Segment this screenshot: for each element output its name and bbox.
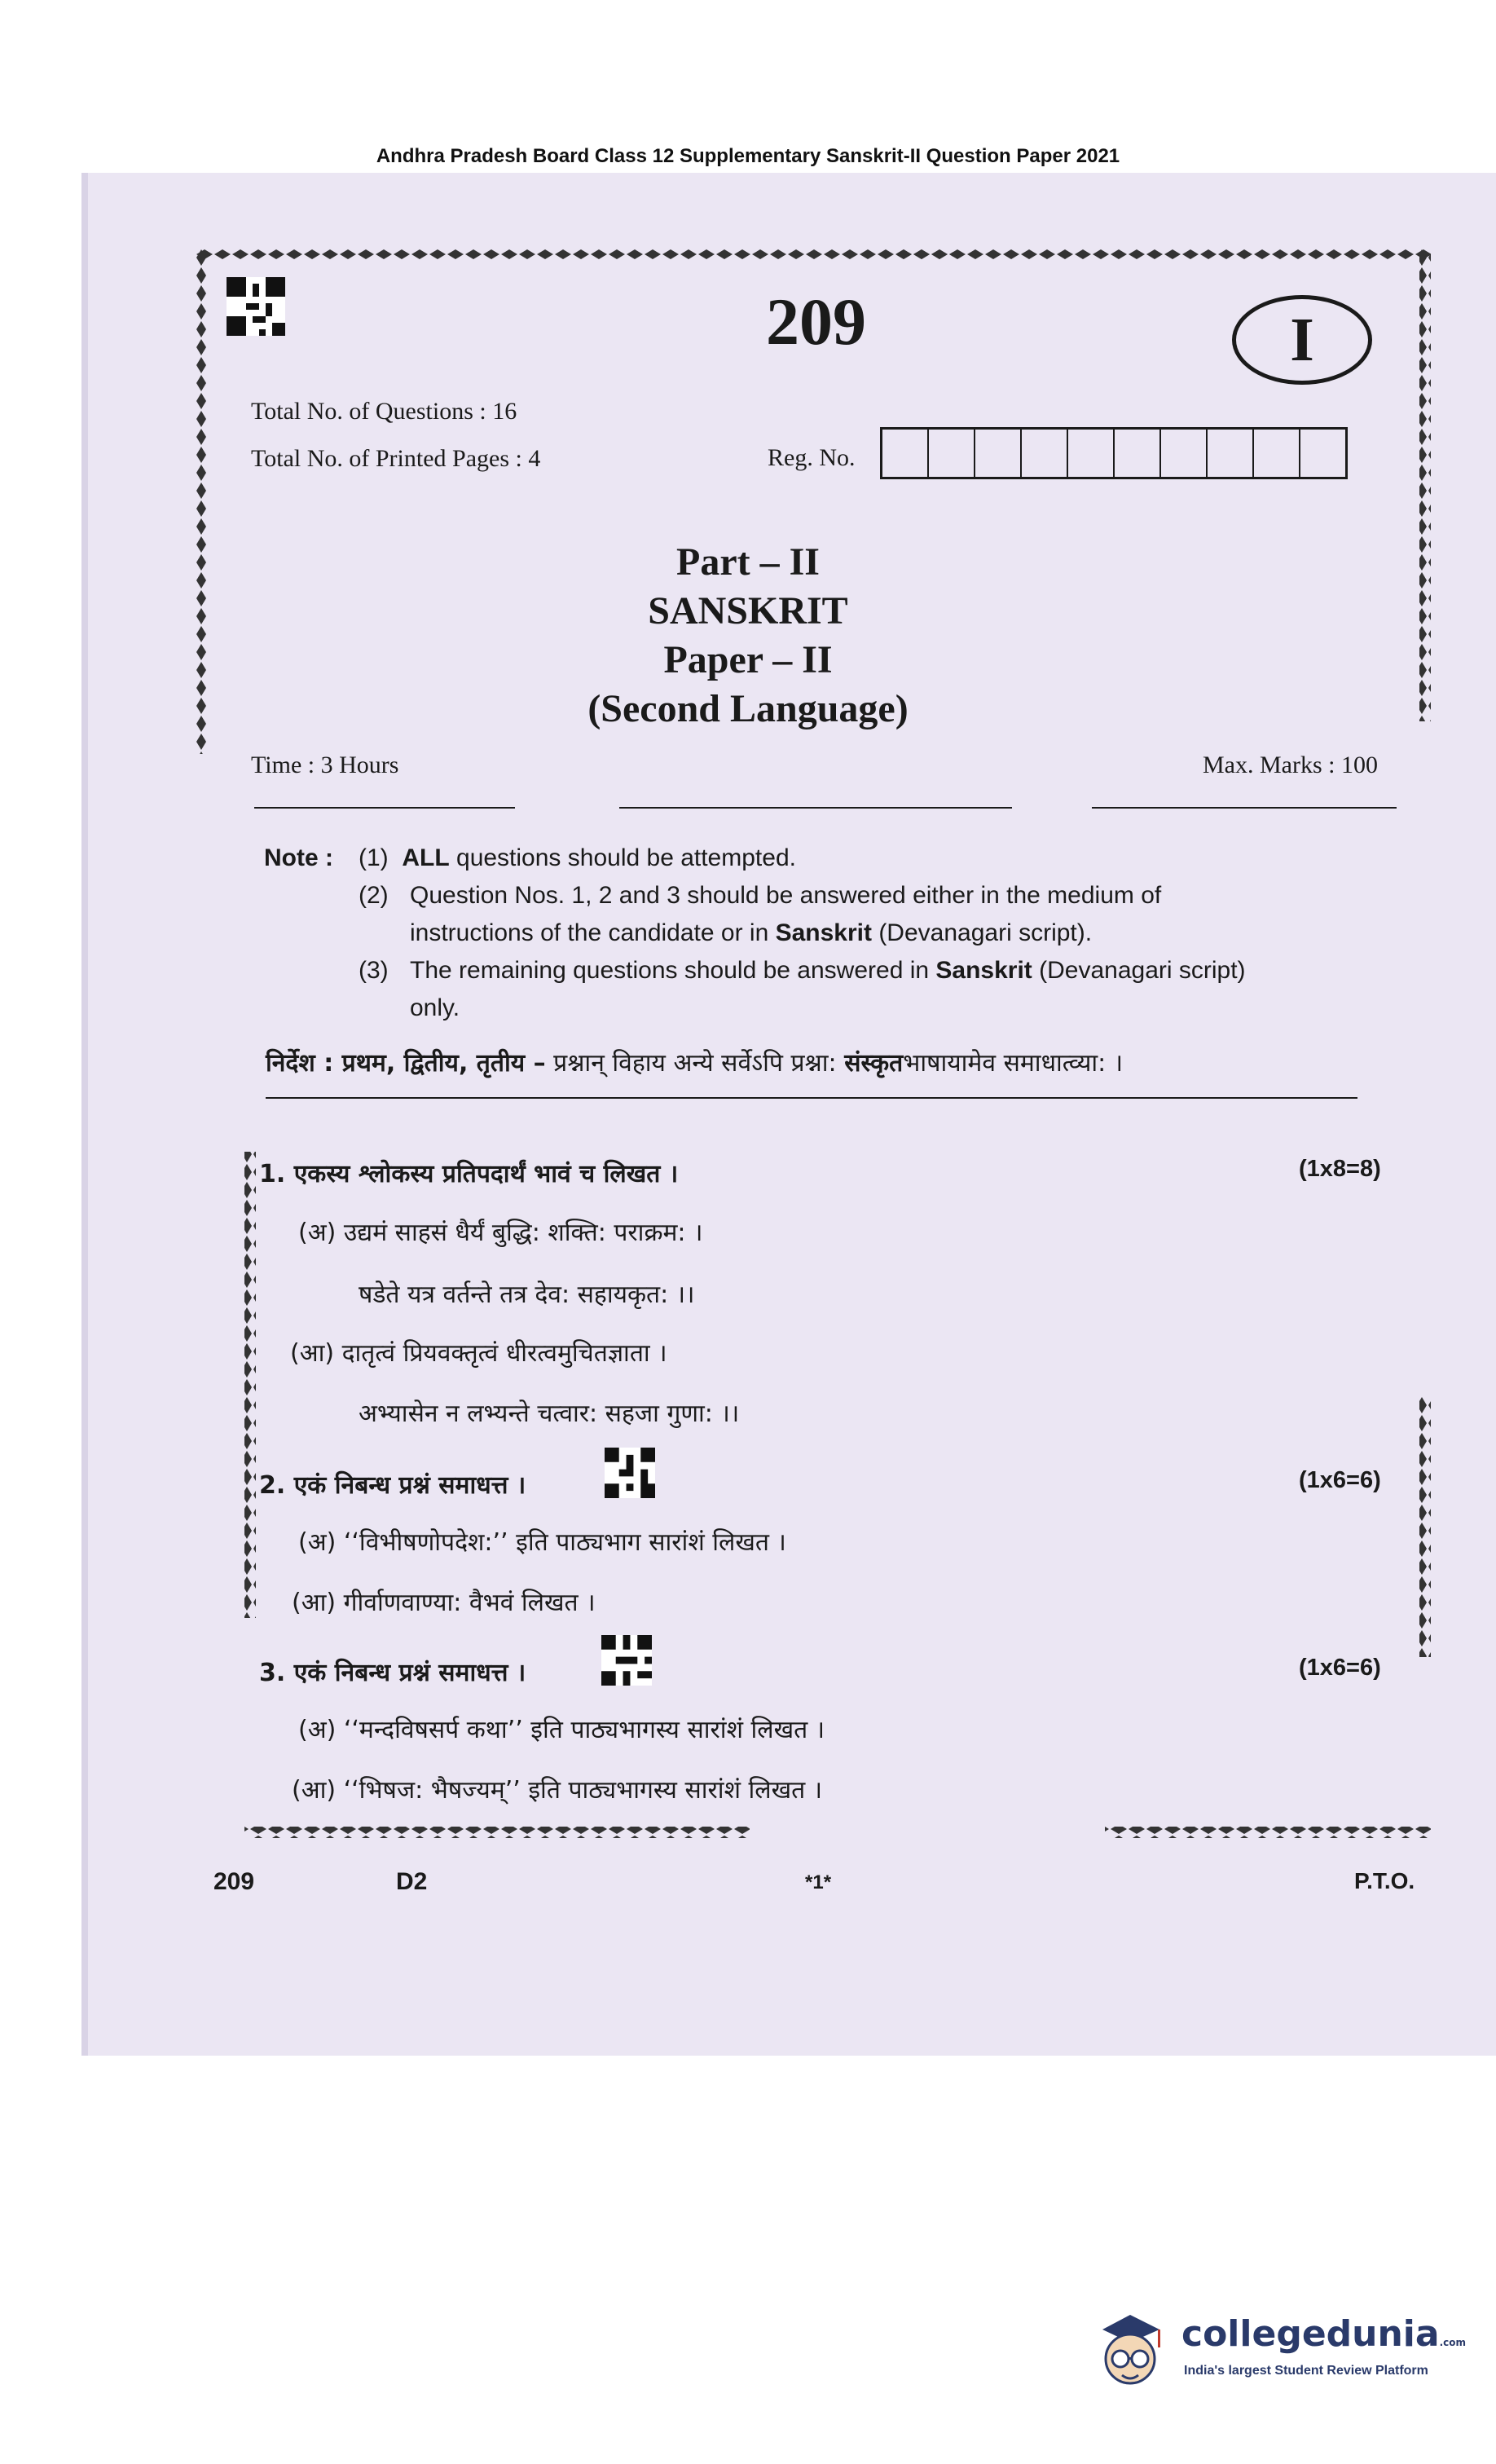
qr-code-icon: [227, 277, 285, 336]
footer-series: D2: [396, 1868, 428, 1895]
question-1-line: अभ्यासेन न लभ्यन्ते चत्वार: सहजा गुणा: ।।: [359, 1399, 740, 1428]
paper-code: 209: [766, 284, 866, 359]
reg-no-box: [1161, 430, 1208, 477]
footer-page-number: *1*: [805, 1871, 832, 1893]
note-item-1: (1) ALL questions should be attempted.: [359, 844, 796, 871]
divider: [254, 807, 515, 809]
brand-name: collegedunia: [1181, 2313, 1440, 2355]
question-3-line: (अ) ‘‘मन्दविषसर्प कथा’’ इति पाठ्यभागस्य सारांशं लिखत ।: [298, 1716, 825, 1744]
set-label: I: [1232, 295, 1372, 385]
question-3-title: 3. एकं निबन्ध प्रश्नं समाधत्त ।: [259, 1659, 526, 1687]
reg-no-box: [929, 430, 975, 477]
document-title: Andhra Pradesh Board Class 12 Supplementary Sanskrit-II Question Paper 2021: [376, 145, 1120, 167]
question-1-marks: (1x8=8): [1299, 1156, 1381, 1182]
reg-no-box: [882, 430, 929, 477]
reg-no-label: Reg. No.: [768, 444, 856, 471]
total-pages: Total No. of Printed Pages : 4: [251, 445, 541, 472]
divider: [1092, 807, 1397, 809]
reg-no-box: [1115, 430, 1161, 477]
question-2-title: 2. एकं निबन्ध प्रश्नं समाधत्त ।: [259, 1471, 526, 1500]
footer-paper-code: 209: [213, 1868, 255, 1895]
note-item-3: The remaining questions should be answered in Sanskrit (Devanagari script) only.: [410, 957, 1246, 1021]
nirdesh-instruction: निर्देश : प्रथम, द्वितीय, तृतीय – प्रश्नान् विहाय अन्ये सर्वेऽपि प्रश्ना: संस्कृतभाषायामेव समाधात्व्या: ।: [266, 1049, 1124, 1078]
total-questions: Total No. of Questions : 16: [251, 398, 517, 425]
time-duration: Time : 3 Hours: [251, 752, 399, 778]
mascot-icon: [1088, 2305, 1173, 2395]
reg-no-box: [1300, 430, 1345, 477]
divider: [266, 1097, 1357, 1099]
question-1-line: षडेते यत्र वर्तन्ते तत्र देव: सहायकृत: ।।: [359, 1280, 695, 1309]
scan-edge: [81, 173, 88, 2056]
question-3-line: (आ) ‘‘भिषज: भैषज्यम्’’ इति पाठ्यभागस्य सारांशं लिखत ।: [292, 1776, 823, 1805]
brand-domain: .com: [1439, 2337, 1466, 2348]
question-1-title: 1. एकस्य श्लोकस्य प्रतिपदार्थं भावं च लिखत ।: [259, 1160, 679, 1188]
reg-no-box: [1208, 430, 1254, 477]
note-item-2: Question Nos. 1, 2 and 3 should be answered either in the medium of instructions of the candidate or in Sanskrit (Devanagari script).: [410, 882, 1162, 946]
divider: [619, 807, 1012, 809]
note-label: Note :: [264, 844, 333, 871]
footer-pto: P.T.O.: [1354, 1868, 1415, 1893]
question-3-marks: (1x6=6): [1299, 1655, 1381, 1681]
language-heading: (Second Language): [587, 687, 909, 730]
question-1-line: (अ) उद्यमं साहसं धैर्यं बुद्धि: शक्ति: पराक्रम: ।: [298, 1219, 703, 1247]
max-marks: Max. Marks : 100: [1203, 752, 1378, 778]
reg-no-box: [1068, 430, 1115, 477]
note-item-3-num: (3): [359, 957, 389, 984]
reg-no-box: [1022, 430, 1068, 477]
question-2-line: (अ) ‘‘विभीषणोपदेश:’’ इति पाठ्यभाग सारांशं लिखत ।: [298, 1528, 786, 1557]
paper-heading: Paper – II: [663, 638, 833, 681]
qr-code-icon: [601, 1635, 652, 1686]
collegedunia-logo: [1088, 2305, 1466, 2395]
reg-no-boxes: [880, 427, 1348, 479]
qr-code-icon: [605, 1448, 655, 1498]
question-2-marks: (1x6=6): [1299, 1467, 1381, 1493]
brand-tagline: India's largest Student Review Platform: [1184, 2364, 1428, 2378]
note-item-2-num: (2): [359, 882, 389, 909]
question-1-line: (आ) दातृत्वं प्रियवक्तृत्वं धीरत्वमुचितज्ञाता ।: [290, 1339, 667, 1368]
reg-no-box: [975, 430, 1022, 477]
reg-no-box: [1254, 430, 1300, 477]
question-2-line: (आ) गीर्वाणवाण्या: वैभवं लिखत ।: [292, 1589, 596, 1617]
part-heading: Part – II: [676, 540, 820, 584]
subject-heading: SANSKRIT: [648, 589, 848, 633]
